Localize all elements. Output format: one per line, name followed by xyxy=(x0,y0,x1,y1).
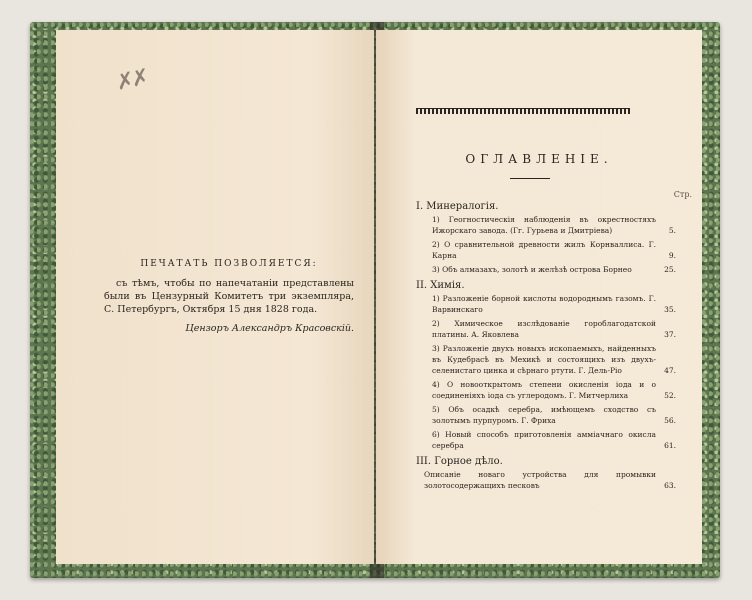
section-title: III. Горное дѣло. xyxy=(416,456,503,467)
toc-entry-page: 47. xyxy=(664,366,676,375)
toc-entry-text: Описаніе новаго устройства для промывки золотосодержащихъ песковъ xyxy=(424,470,656,490)
censor-signature: Цензоръ Александръ Красовскій. xyxy=(185,323,354,334)
toc-entry-page: 61. xyxy=(664,441,676,450)
left-page xyxy=(56,30,374,564)
page-column-header: Стр. xyxy=(673,190,692,199)
toc-entry-text: 6) Новый способъ приготовленія амміачнаго окисла серебра xyxy=(432,430,656,450)
toc-entry-page: 9. xyxy=(668,251,676,260)
toc-entry-page: 35. xyxy=(664,305,676,314)
right-page xyxy=(376,30,702,564)
toc-entry-text: 1) Разложеніе борной кислоты водороднымъ газомъ. Г. Варвинскаго xyxy=(432,294,656,314)
toc-entry xyxy=(416,404,676,426)
toc-entry xyxy=(416,379,676,401)
title-rule xyxy=(510,178,550,179)
toc-entry-page: 5. xyxy=(668,226,676,235)
toc-title: ОГЛАВЛЕНІЕ. xyxy=(465,152,613,166)
permit-heading: ПЕЧАТАТЬ ПОЗВОЛЯЕТСЯ: xyxy=(140,259,318,269)
toc-entry-text: 3) Разложеніе двухъ новыхъ ископаемыхъ, найденныхъ въ Кудебрасѣ въ Мехикѣ и состоящихъ изъ двухъ-селенистаго цинка и сѣрнаго ртути. Г. Дель-Ріо xyxy=(432,344,656,375)
toc-entry xyxy=(416,239,676,261)
toc-entry xyxy=(416,264,676,275)
table-of-contents xyxy=(416,196,676,494)
toc-entry-text: 1) Геогностическія наблюденія въ окрестностяхъ Ижорскаго завода. (Гг. Гурьева и Дмитріева) xyxy=(432,215,656,235)
toc-entry-text: 4) О новооткрытомъ степени окисленія іода и о соединеніяхъ іода съ углеродомъ. Г. Митчерлиха xyxy=(432,380,656,400)
toc-entry-text: 2) О сравнительной древности жилъ Корнваллиса. Г. Карна xyxy=(432,240,656,260)
toc-entry xyxy=(416,293,676,315)
toc-entry-page: 56. xyxy=(664,416,676,425)
toc-entry xyxy=(416,318,676,340)
toc-entry xyxy=(416,214,676,236)
section-title: I. Минералогія. xyxy=(416,201,499,212)
toc-entry xyxy=(416,343,676,376)
permit-text: съ тѣмъ, чтобы по напечатаніи представлены были въ Цензурный Комитетъ три экземпляра, С. Петербургъ, Октября 15 дня 1828 года. xyxy=(104,278,354,315)
header-ornament xyxy=(416,108,630,114)
toc-entry-page: 37. xyxy=(664,330,676,339)
section-title: II. Химія. xyxy=(416,280,465,291)
toc-entry-page: 52. xyxy=(664,391,676,400)
toc-entry xyxy=(416,429,676,451)
pencil-mark: ✗✗ xyxy=(113,65,150,96)
toc-entry-text: 3) Объ алмазахъ, золотѣ и желѣзѣ острова Борнео xyxy=(432,265,632,274)
censor-permit xyxy=(104,258,354,335)
toc-entry-page: 25. xyxy=(664,265,676,274)
toc-entry-text: 2) Химическое изслѣдованіе гороблагодатской платины. А. Яковлева xyxy=(432,319,656,339)
toc-entry-page: 63. xyxy=(664,481,676,490)
toc-entry-text: 5) Объ осадкѣ серебра, имѣющемъ сходство съ золотымъ пурпуромъ. Г. Фриха xyxy=(432,405,656,425)
toc-entry xyxy=(416,469,676,491)
